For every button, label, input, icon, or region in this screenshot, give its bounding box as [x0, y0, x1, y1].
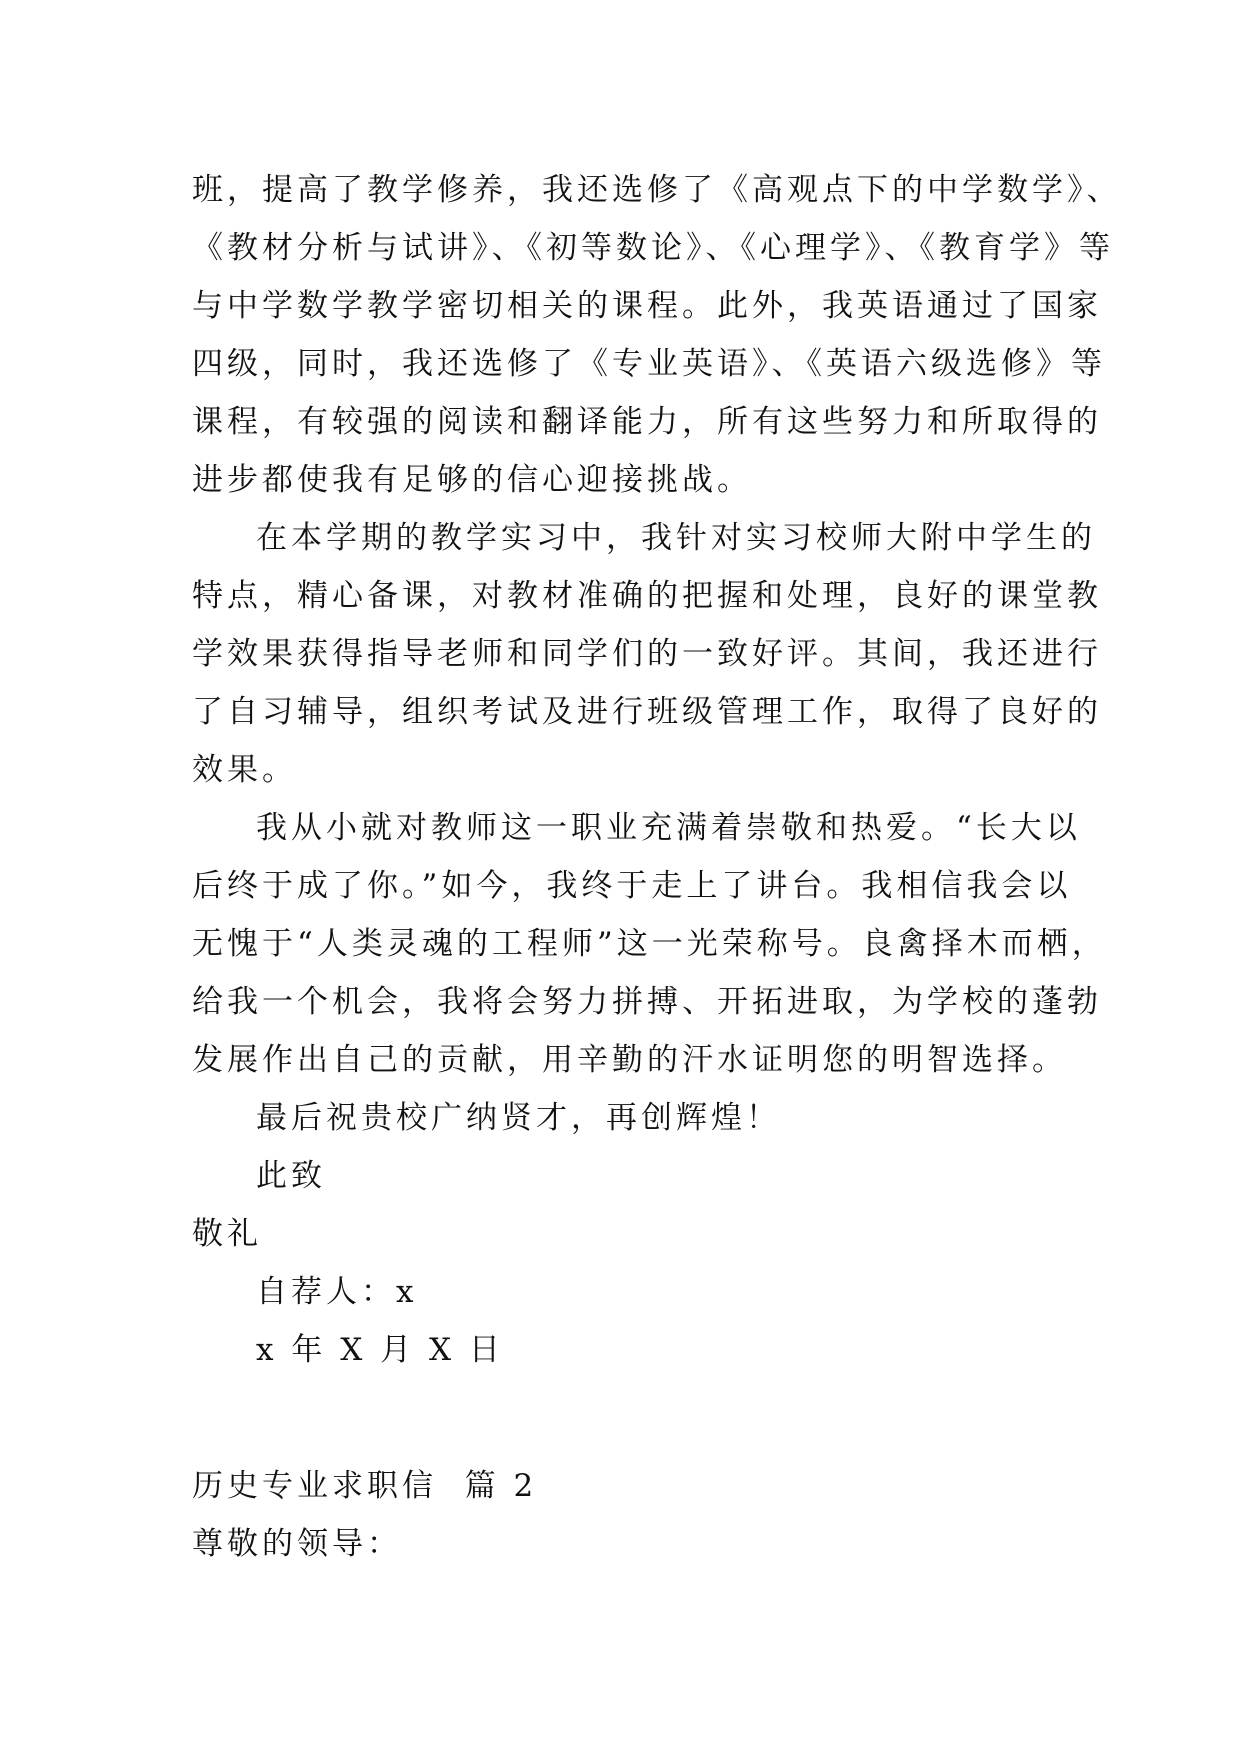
salutation-jing-li: 敬礼 — [192, 1216, 262, 1252]
paragraph-line: 给我一个机会，我将会努力拼搏、开拓进取，为学校的蓬勃 — [192, 984, 1102, 1020]
greeting: 尊敬的领导： — [192, 1526, 402, 1562]
paragraph-line: 了自习辅导，组织考试及进行班级管理工作，取得了良好的 — [192, 694, 1102, 730]
paragraph-line: 在本学期的教学实习中，我针对实习校师大附中学生的 — [256, 520, 1096, 556]
paragraph-line: 发展作出自己的贡献，用辛勤的汗水证明您的明智选择。 — [192, 1042, 1067, 1078]
signature: 自荐人：x — [256, 1274, 418, 1310]
date-line: x 年 X 月 X 日 — [256, 1332, 504, 1368]
section-gap — [192, 1379, 1092, 1457]
section-title: 历史专业求职信 篇 2 — [192, 1468, 538, 1504]
paragraph-line: 特点，精心备课，对教材准确的把握和处理，良好的课堂教 — [192, 578, 1102, 614]
paragraph-line: 进步都使我有足够的信心迎接挑战。 — [192, 462, 752, 498]
paragraph-line: 四级，同时，我还选修了《专业英语》、《英语六级选修》等 — [192, 346, 1106, 382]
paragraph-line: 无愧于“人类灵魂的工程师”这一光荣称号。良禽择木而栖， — [192, 926, 1107, 962]
paragraph-line: 《教材分析与试讲》、《初等数论》、《心理学》、《教育学》等 — [192, 230, 1114, 266]
paragraph-line: 课程，有较强的阅读和翻译能力，所有这些努力和所取得的 — [192, 404, 1102, 440]
paragraph-line: 班，提高了教学修养，我还选修了《高观点下的中学数学》、 — [192, 172, 1122, 208]
salutation-ci-zhi: 此致 — [256, 1158, 326, 1194]
closing-wish: 最后祝贵校广纳贤才，再创辉煌！ — [256, 1100, 781, 1136]
paragraph-line: 我从小就对教师这一职业充满着崇敬和热爱。“长大以 — [256, 810, 1081, 846]
paragraph-line: 效果。 — [192, 752, 297, 788]
paragraph-line: 学效果获得指导老师和同学们的一致好评。其间，我还进行 — [192, 636, 1102, 672]
paragraph-line: 后终于成了你。”如今，我终于走上了讲台。我相信我会以 — [192, 868, 1072, 904]
paragraph-line: 与中学数学教学密切相关的课程。此外，我英语通过了国家 — [192, 288, 1102, 324]
letter-body — [192, 161, 1122, 1573]
